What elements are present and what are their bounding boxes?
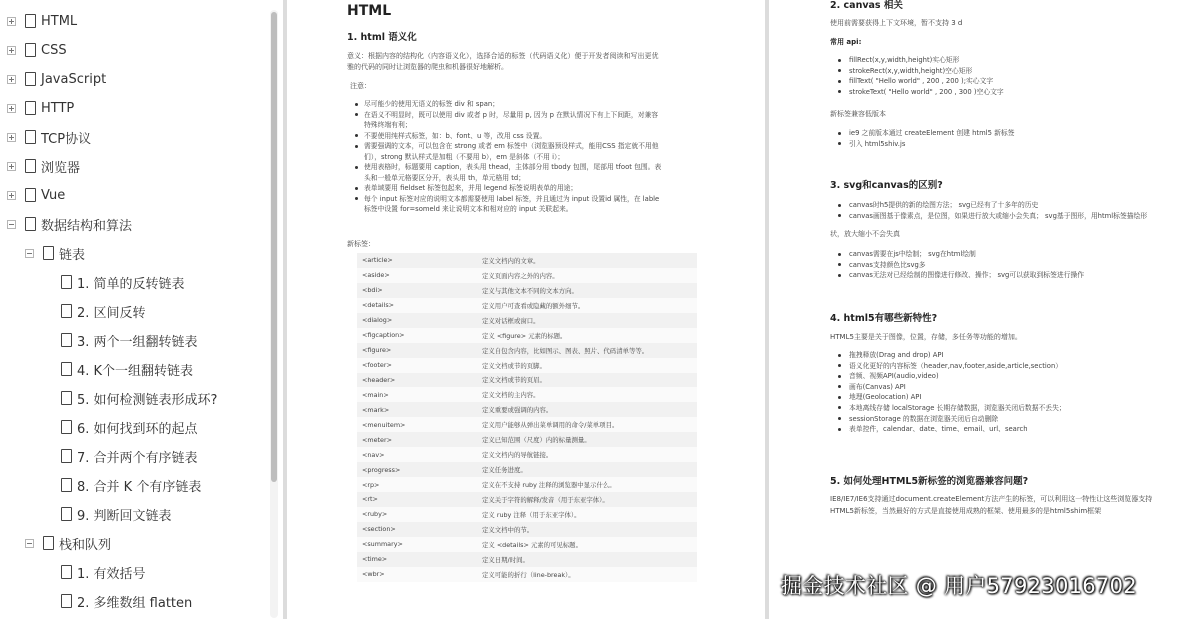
tag-desc-cell: 定义任务进度。 xyxy=(477,462,697,477)
bookmark-icon xyxy=(61,507,72,521)
paragraph: 状，放大缩小不会失真 xyxy=(830,230,900,238)
outline-item-label: Vue xyxy=(41,187,66,203)
note-item: 每个 input 标签对应的说明文本都需要使用 label 标签，并且通过为 input 设置id 属性，在 lable xyxy=(347,194,702,205)
bookmark-icon xyxy=(61,333,72,347)
compat-label: 新标签兼容低版本 xyxy=(830,110,886,118)
api-item: fillText( "Hello world" , 200 , 200 );实心文字 xyxy=(833,76,1185,87)
table-row xyxy=(357,507,697,522)
table-row xyxy=(357,313,697,328)
tag-name-cell: <nav> xyxy=(357,447,477,462)
outline-item-label: 2. 多维数组 flatten xyxy=(77,595,193,611)
outline-item[interactable] xyxy=(61,388,217,408)
tag-desc-cell: 定义已知范围（尺度）内的标量测量。 xyxy=(477,432,697,447)
outline-sidebar xyxy=(0,0,283,619)
feature-item: 语义化更好的内容标签（header,nav,footer,aside,article,section） xyxy=(833,361,1185,372)
notes-list xyxy=(347,99,702,215)
tag-name-cell: <footer> xyxy=(357,358,477,373)
tag-desc-cell: 定义与其他文本不同的文本方向。 xyxy=(477,283,697,298)
table-row xyxy=(357,522,697,537)
bookmark-icon xyxy=(61,565,72,579)
section-heading: 1. html 语义化 xyxy=(347,32,417,43)
tag-name-cell: <figure> xyxy=(357,343,477,358)
note-item: 们），strong 默认样式是加粗（不要用 b），em 是斜体（不用 i）； xyxy=(364,152,565,161)
expand-icon[interactable] xyxy=(7,133,16,142)
outline-item-label: 4. K个一组翻转链表 xyxy=(77,363,194,379)
bookmark-icon xyxy=(25,14,36,28)
note-item: 使用表格时，标题要用 caption，表头用 thead，主体部分用 tbody 包围，尾部用 tfoot 包围。表 xyxy=(347,162,702,173)
note-item: 尽可能少的使用无语义的标签 div 和 span； xyxy=(347,99,702,110)
compat-list xyxy=(833,128,1185,149)
api-list xyxy=(833,55,1185,97)
outline-item-label: 数据结构和算法 xyxy=(41,218,133,234)
tag-desc-cell: 定义文档中的节。 xyxy=(477,522,697,537)
expand-icon[interactable] xyxy=(7,46,16,55)
comparison-item: canvas无法对已经绘制的图像进行修改、操作； svg可以获取到标签进行操作 xyxy=(833,270,1185,281)
table-row xyxy=(357,268,697,283)
outline-item-label: HTTP xyxy=(41,100,75,116)
tag-name-cell: <progress> xyxy=(357,462,477,477)
outline-item[interactable] xyxy=(61,272,185,292)
comparison-item: canvas画图基于像素点，是位图，如果进行放大或缩小会失真； svg基于图形，用html标签描绘形 xyxy=(833,211,1185,222)
outline-item-label: 8. 合并 K 个有序链表 xyxy=(77,479,202,495)
feature-item: 地理(Geolocation) API xyxy=(833,392,1185,403)
tag-name-cell: <article> xyxy=(357,253,477,268)
collapse-icon[interactable] xyxy=(7,220,16,229)
outline-item[interactable] xyxy=(61,301,146,321)
bookmark-icon xyxy=(25,72,36,86)
svg-canvas-list xyxy=(833,249,1185,281)
tag-desc-cell: 定义可能的折行（line-break）。 xyxy=(477,567,697,582)
tag-name-cell: <main> xyxy=(357,387,477,402)
section-heading: 3. svg和canvas的区别? xyxy=(830,180,943,191)
tag-desc-cell: 定义重要或强调的内容。 xyxy=(477,402,697,417)
bookmark-icon xyxy=(25,159,36,173)
bookmark-icon xyxy=(25,188,36,202)
outline-item-label: 7. 合并两个有序链表 xyxy=(77,450,198,466)
tag-name-cell: <aside> xyxy=(357,268,477,283)
outline-item[interactable] xyxy=(7,69,106,89)
tag-name-cell: <figcaption> xyxy=(357,328,477,343)
note-item: 在语义不明显时，既可以使用 div 或者 p 时，尽量用 p, 因为 p 在默认情况下有上下间距，对兼容 xyxy=(347,110,702,121)
table-row xyxy=(357,402,697,417)
expand-icon[interactable] xyxy=(7,104,16,113)
table-row xyxy=(357,298,697,313)
bookmark-icon xyxy=(61,362,72,376)
notes-label: 注意： xyxy=(350,82,371,90)
note-item: 头和一般单元格要区分开，表头用 th，单元格用 td； xyxy=(364,173,526,182)
comparison-item: canvas需要在js中绘制； svg在html绘制 xyxy=(833,249,1185,260)
expand-icon[interactable] xyxy=(7,17,16,26)
outline-item-label: 浏览器 xyxy=(41,160,81,176)
paragraph: 使用前需要获得上下文环境，暂不支持 3 d xyxy=(830,19,963,27)
paragraph: 雅的代码的同时让浏览器的爬虫和机器很好地解析。 xyxy=(347,63,508,71)
tag-desc-cell: 定义关于字符的解释/发音（用于东亚字体）。 xyxy=(477,492,697,507)
outline-item[interactable] xyxy=(7,98,74,118)
paragraph: HTML5主要是关于图像，位置，存储，多任务等功能的增加。 xyxy=(830,333,1022,341)
bookmark-icon xyxy=(61,304,72,318)
tag-name-cell: <bdi> xyxy=(357,283,477,298)
outline-item[interactable] xyxy=(7,214,132,234)
outline-item[interactable] xyxy=(7,127,91,147)
table-row xyxy=(357,373,697,388)
api-item: fillRect(x,y,width,height)实心矩形 xyxy=(833,55,1185,66)
tag-desc-cell: 定义文档内的文章。 xyxy=(477,253,697,268)
outline-item-label: 1. 有效括号 xyxy=(77,566,146,582)
outline-item[interactable] xyxy=(7,40,67,60)
tag-desc-cell: 定义页面内容之外的内容。 xyxy=(477,268,697,283)
expand-icon[interactable] xyxy=(7,191,16,200)
tag-desc-cell: 定义日期/时间。 xyxy=(477,552,697,567)
outline-item-label: 5. 如何检测链表形成环? xyxy=(77,392,218,408)
watermark: 掘金技术社区 @ 用户57923016702 xyxy=(781,574,1137,598)
tag-name-cell: <rp> xyxy=(357,477,477,492)
tag-name-cell: <rt> xyxy=(357,492,477,507)
expand-icon[interactable] xyxy=(7,75,16,84)
tag-name-cell: <dialog> xyxy=(357,313,477,328)
table-row xyxy=(357,477,697,492)
table-row xyxy=(357,432,697,447)
feature-item: 画布(Canvas) API xyxy=(833,382,1185,393)
tag-name-cell: <menuitem> xyxy=(357,417,477,432)
table-row xyxy=(357,253,697,268)
outline-item-label: 6. 如何找到环的起点 xyxy=(77,421,198,437)
api-item: strokeText( "Hello world" , 200 , 300 )空心文字 xyxy=(833,87,1185,98)
document-page-right xyxy=(769,0,1190,619)
document-page-left xyxy=(287,0,765,619)
outline-item-label: 1. 简单的反转链表 xyxy=(77,276,185,292)
sidebar-scrollbar-thumb[interactable] xyxy=(271,12,277,482)
api-label: 常用 api: xyxy=(830,38,862,46)
comparison-item: canvas时h5提供的新的绘图方法； svg已经有了十多年的历史 xyxy=(833,200,1185,211)
tag-name-cell: <details> xyxy=(357,298,477,313)
outline-item[interactable] xyxy=(61,359,193,379)
outline-item[interactable] xyxy=(61,591,192,611)
outline-item[interactable] xyxy=(61,446,198,466)
outline-item[interactable] xyxy=(7,11,77,31)
table-row xyxy=(357,417,697,432)
bookmark-icon xyxy=(61,449,72,463)
collapse-icon[interactable] xyxy=(25,539,34,548)
outline-item[interactable] xyxy=(61,330,198,350)
tag-desc-cell: 定义文档的主内容。 xyxy=(477,387,697,402)
tag-name-cell: <summary> xyxy=(357,537,477,552)
note-item: 标签中设置 for=someld 来让说明文本和相对应的 input 关联起来。 xyxy=(364,205,573,213)
outline-item-label: 栈和队列 xyxy=(59,537,112,553)
tag-desc-cell: 定义文档内的导航链接。 xyxy=(477,447,697,462)
feature-item: 本地离线存储 localStorage 长期存储数据，浏览器关闭后数据不丢失； xyxy=(833,403,1185,414)
note-item: 表单域要用 fieldset 标签包起来，并用 legend 标签说明表单的用途； xyxy=(347,183,702,194)
tag-desc-cell: 定义对话框或窗口。 xyxy=(477,313,697,328)
collapse-icon[interactable] xyxy=(25,249,34,258)
api-item: strokeRect(x,y,width,height)空心矩形 xyxy=(833,66,1185,77)
outline-item[interactable] xyxy=(25,533,111,553)
paragraph: HTML5新标签，当然最好的方式是直接使用成熟的框架、使用最多的是html5shim框架 xyxy=(830,507,1102,515)
tag-desc-cell: 定义 ruby 注释（用于东亚字体）。 xyxy=(477,507,697,522)
outline-item[interactable] xyxy=(61,562,146,582)
bookmark-icon xyxy=(25,43,36,57)
bookmark-icon xyxy=(25,130,36,144)
table-row xyxy=(357,552,697,567)
tag-desc-cell: 定义 <details> 元素的可见标题。 xyxy=(477,537,697,552)
feature-item: 音频、视频API(audio,video) xyxy=(833,371,1185,382)
table-row xyxy=(357,462,697,477)
compat-item: ie9 之前版本通过 createElement 创建 html5 新标签 xyxy=(833,128,1185,139)
tag-desc-cell: 定义用户能够从弹出菜单调用的命令/菜单项目。 xyxy=(477,417,697,432)
outline-item[interactable] xyxy=(7,156,80,176)
tag-name-cell: <wbr> xyxy=(357,567,477,582)
bookmark-icon xyxy=(43,536,54,550)
paragraph: 意义：根据内容的结构化（内容语义化），选择合适的标签（代码语义化）便于开发者阅读和写出更优 xyxy=(347,52,659,60)
bookmark-icon xyxy=(25,217,36,231)
bookmark-icon xyxy=(43,246,54,260)
outline-item[interactable] xyxy=(61,475,201,495)
html5-features-list xyxy=(833,350,1185,435)
svg-canvas-list xyxy=(833,200,1185,221)
outline-item-label: HTML xyxy=(41,13,78,29)
feature-item: 表单控件，calendar、date、time、email、url、search xyxy=(833,424,1185,435)
section-heading: 4. html5有哪些新特性? xyxy=(830,313,938,324)
outline-item-label: 链表 xyxy=(59,247,86,263)
bookmark-icon xyxy=(61,478,72,492)
tag-desc-cell: 定义文档或节的页眉。 xyxy=(477,373,697,388)
tag-desc-cell: 定义在不支持 ruby 注释的浏览器中显示什么。 xyxy=(477,477,697,492)
outline-item[interactable] xyxy=(61,504,172,524)
paragraph: IE8/IE7/IE6支持通过document.createElement方法产生的标签，可以利用这一特性让这些浏览器支持 xyxy=(830,495,1153,503)
bookmark-icon xyxy=(61,275,72,289)
tag-desc-cell: 定义自包含内容，比如图示、图表、照片、代码清单等等。 xyxy=(477,343,697,358)
outline-item[interactable] xyxy=(25,243,85,263)
compat-item: 引入 html5shiv.js xyxy=(833,139,1185,150)
table-row xyxy=(357,537,697,552)
outline-item-label: 9. 判断回文链表 xyxy=(77,508,172,524)
comparison-item: canvas支持颜色比svg多 xyxy=(833,260,1185,271)
outline-item-label: TCP协议 xyxy=(41,131,92,147)
bookmark-icon xyxy=(61,594,72,608)
outline-item[interactable] xyxy=(7,185,65,205)
bookmark-icon xyxy=(61,420,72,434)
tag-name-cell: <section> xyxy=(357,522,477,537)
tag-name-cell: <header> xyxy=(357,373,477,388)
feature-item: 拖拽释放(Drag and drop) API xyxy=(833,350,1185,361)
outline-item-label: CSS xyxy=(41,42,67,58)
table-row xyxy=(357,492,697,507)
tag-desc-cell: 定义 <figure> 元素的标题。 xyxy=(477,328,697,343)
note-item: 需要强调的文本，可以包含在 strong 或者 em 标签中（浏览器预设样式，能用CSS 指定就不用他 xyxy=(347,141,702,152)
outline-item[interactable] xyxy=(61,417,198,437)
table-row xyxy=(357,343,697,358)
table-row xyxy=(357,387,697,402)
bookmark-icon xyxy=(61,391,72,405)
tag-name-cell: <meter> xyxy=(357,432,477,447)
outline-item-label: 2. 区间反转 xyxy=(77,305,146,321)
tag-name-cell: <time> xyxy=(357,552,477,567)
bookmark-icon xyxy=(25,101,36,115)
note-item: 特殊终端有利； xyxy=(364,121,412,129)
table-row xyxy=(357,358,697,373)
table-row xyxy=(357,328,697,343)
outline-item-label: JavaScript xyxy=(41,71,107,87)
table-row xyxy=(357,447,697,462)
expand-icon[interactable] xyxy=(7,162,16,171)
section-heading: 2. canvas 相关 xyxy=(830,0,903,11)
page-title: HTML xyxy=(347,3,392,19)
tag-desc-cell: 定义文档或节的页脚。 xyxy=(477,358,697,373)
table-row xyxy=(357,283,697,298)
new-tags-table xyxy=(357,253,697,582)
section-heading: 5. 如何处理HTML5新标签的浏览器兼容问题? xyxy=(830,476,1029,487)
table-row xyxy=(357,567,697,582)
tag-name-cell: <mark> xyxy=(357,402,477,417)
tag-name-cell: <ruby> xyxy=(357,507,477,522)
note-item: 不要使用纯样式标签，如：b、font、u 等，改用 css 设置。 xyxy=(347,131,702,142)
outline-item-label: 3. 两个一组翻转链表 xyxy=(77,334,198,350)
new-tags-label: 新标签： xyxy=(347,240,375,248)
tag-desc-cell: 定义用户可查看或隐藏的额外细节。 xyxy=(477,298,697,313)
feature-item: sessionStorage 的数据在浏览器关闭后自动删除 xyxy=(833,414,1185,425)
